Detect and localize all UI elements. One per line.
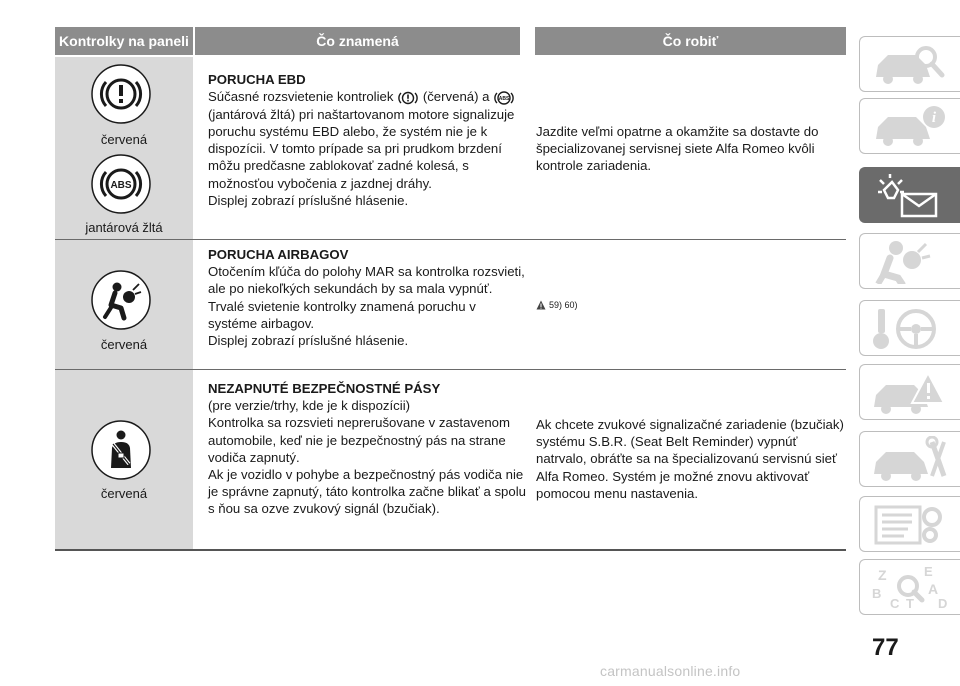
tab-technical-data[interactable] [859, 496, 960, 552]
brake-warning-inline-icon [397, 90, 419, 106]
svg-text:C: C [890, 596, 900, 610]
warning-lights-message-icon [868, 172, 954, 218]
meaning-text: Súčasné rozsvietenie kontroliek (červená) a ABS (jantárová žltá) pri naštartovanom motore signalizuje poruchu systému EBD alebo, že systém nie je k dispozícii. V tomto prípade sa pri prudkom brzdení môžu predčasne zablokovať zadné kolesá, s možnosťou vybočenia z jazdnej dráhy. [208, 89, 515, 191]
row-divider [55, 369, 846, 370]
tab-car-search[interactable] [859, 36, 960, 92]
meaning-ebd [208, 71, 526, 209]
fault-title: PORUCHA EBD [208, 72, 306, 87]
meaning-seatbelt [208, 380, 526, 518]
meaning-airbag [208, 246, 526, 349]
header-lamps: Kontrolky na paneli [55, 27, 193, 55]
meaning-text: Kontrolka sa rozsvieti neprerušovane v zastavenom automobile, keď nie je bezpečnostný pás na strane vodiča zapnutý. [208, 415, 510, 465]
tab-starting-driving[interactable] [859, 300, 960, 356]
meaning-text: Ak je vozidlo v pohybe a bezpečnostný pás vodiča nie je správne zapnutý, táto kontrolka začne blikať a spolu s ňou sa ozve zvukový signál (bzučiak). [208, 467, 526, 517]
warning-reference [536, 300, 578, 310]
fault-title: NEZAPNUTÉ BEZPEČNOSTNÉ PÁSY [208, 381, 441, 396]
tab-index[interactable] [859, 559, 960, 615]
row-divider [55, 239, 846, 240]
fault-title: PORUCHA AIRBAGOV [208, 247, 349, 262]
header-action: Čo robiť [535, 27, 846, 55]
abs-icon [91, 154, 151, 214]
svg-text:T: T [906, 596, 914, 610]
table-bottom-rule [55, 549, 846, 551]
lamp-color-label: červená [100, 337, 148, 352]
warning-triangle-icon [536, 300, 546, 310]
svg-text:D: D [938, 596, 948, 610]
svg-text:ABS: ABS [110, 180, 132, 191]
tab-warning-lights[interactable] [859, 167, 960, 223]
svg-text:A: A [928, 581, 939, 597]
meaning-text: Trvalé svietenie kontrolky znamená poruchu v systéme airbagov. [208, 298, 476, 331]
header-meaning: Čo znamená [195, 27, 520, 55]
technical-data-icon [868, 501, 954, 547]
airbag-icon [91, 270, 151, 330]
svg-text:ABS: ABS [498, 95, 510, 102]
lamp-color-label: červená [100, 486, 148, 501]
tab-safety[interactable] [859, 233, 960, 289]
svg-text:E: E [924, 564, 933, 579]
action-ebd: Jazdite veľmi opatrne a okamžite sa dostavte do špecializovanej servisnej siete Alfa Romeo kvôli kontrole zariadenia. [536, 124, 819, 174]
car-emergency-icon [868, 369, 954, 415]
meaning-text: Displej zobrazí príslušné hlásenie. [208, 192, 409, 208]
tab-car-info[interactable] [859, 98, 960, 154]
seatbelt-icon [91, 420, 151, 480]
lamp-color-label: červená [100, 132, 148, 147]
svg-text:B: B [872, 586, 882, 601]
car-search-icon [868, 41, 954, 87]
key-steering-icon [868, 305, 954, 351]
action-seatbelt: Ak chcete zvukové signalizačné zariadenie (bzučiak) systému S.B.R. (Seat Belt Reminder) vypnúť natrvalo, obráťte sa na špecializovanú servisnú sieť Alfa Romeo. Systém je možné znovu aktivovať pomocou menu nastavenia. [536, 417, 844, 501]
meaning-text: Displej zobrazí príslušné hlásenie. [208, 333, 409, 349]
tab-service[interactable] [859, 431, 960, 487]
page-number: 77 [872, 634, 899, 661]
meaning-text: Otočením kľúča do polohy MAR sa kontrolka rozsvieti, ale po niekoľkých sekundách by sa mala vypnúť. [208, 264, 525, 297]
brake-warning-icon [91, 64, 151, 124]
tab-emergency[interactable] [859, 364, 960, 420]
car-service-icon [868, 436, 954, 482]
svg-text:Z: Z [878, 567, 887, 583]
car-info-icon [868, 103, 954, 149]
meaning-text: (pre verzie/trhy, kde je k dispozícii) [208, 398, 411, 414]
svg-text:i: i [931, 110, 937, 126]
abs-inline-icon [493, 90, 515, 106]
index-icon [868, 564, 954, 610]
seatbelt-airbag-icon [868, 238, 954, 284]
reference-numbers: 59) 60) [549, 300, 578, 310]
watermark: carmanualsonline.info [600, 663, 741, 679]
lamp-color-label: jantárová žltá [85, 220, 163, 235]
